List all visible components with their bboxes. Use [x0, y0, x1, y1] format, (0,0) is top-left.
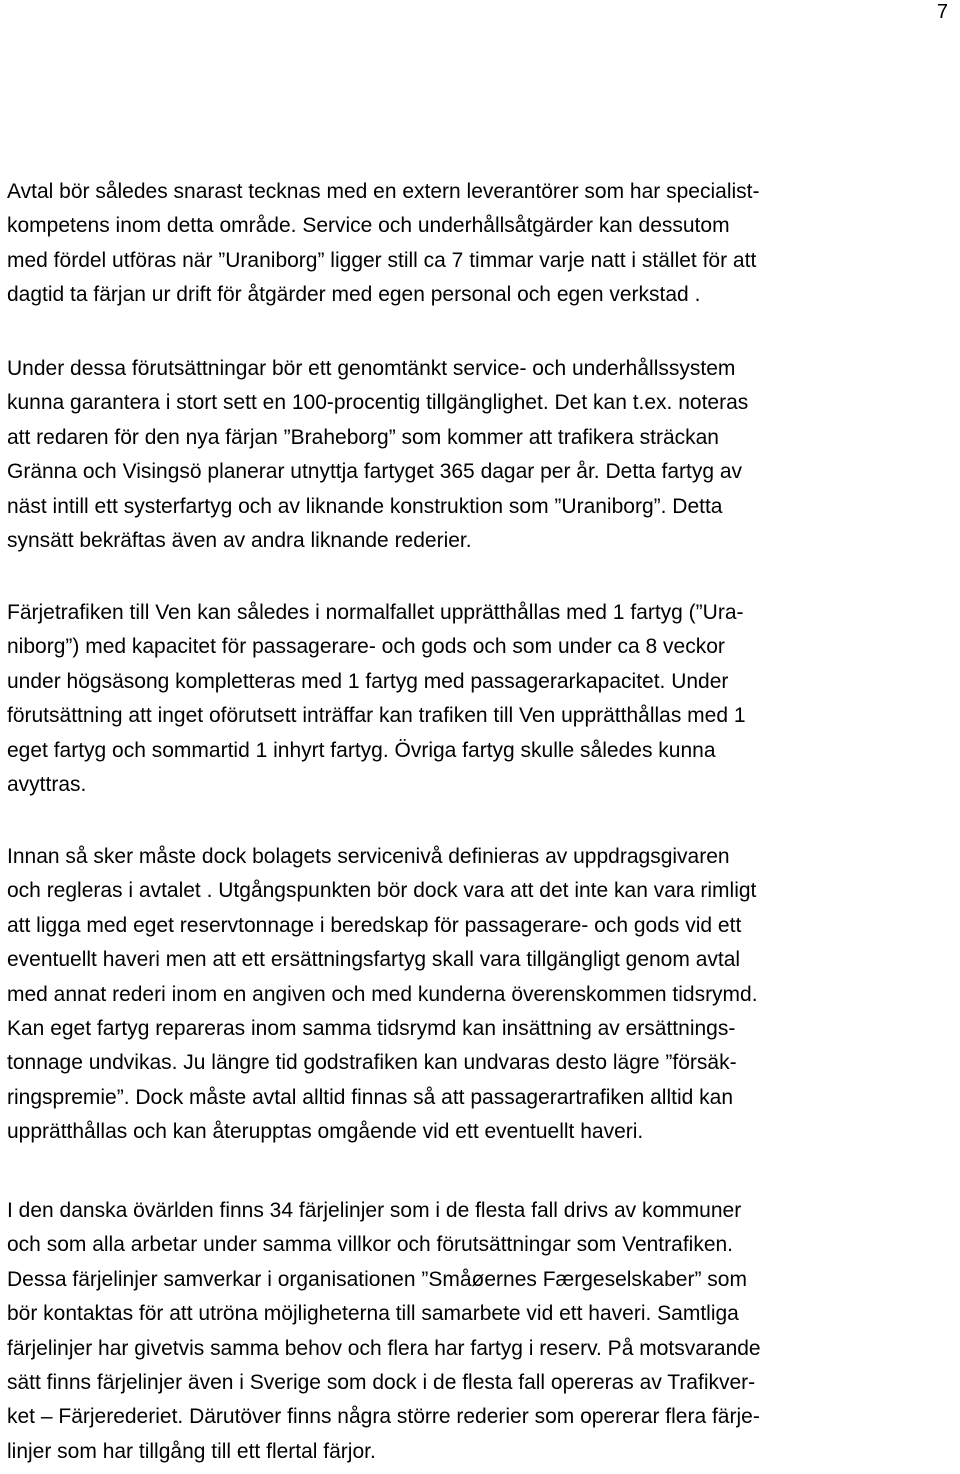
text-line: Dessa färjelinjer samverkar i organisationen ”Småøernes Færgeselskaber” som: [7, 1267, 747, 1291]
paragraph-danish-ferries: [7, 1194, 957, 1469]
text-line: Under dessa förutsättningar bör ett genomtänkt service- och underhållssystem: [7, 357, 736, 380]
text-line: att ligga med eget reservtonnage i beredskap för passagerare- och gods vid ett: [7, 913, 742, 937]
text-line: linjer som har tillgång till ett flertal färjor.: [7, 1439, 376, 1463]
text-line: och som alla arbetar under samma villkor och förutsättningar som Ventrafiken.: [7, 1233, 734, 1257]
text-line: dagtid ta färjan ur drift för åtgärder med egen personal och egen verkstad .: [7, 283, 701, 307]
text-line: och regleras i avtalet . Utgångspunkten bör dock vara att det inte kan vara rimligt: [7, 879, 757, 903]
text-line: kompetens inom detta område. Service och underhållsåtgärder kan dessutom: [7, 214, 730, 238]
text-line: ket – Färjerederiet. Därutöver finns några större rederier som opererar flera färje-: [7, 1405, 760, 1429]
text-line: avyttras.: [7, 773, 87, 797]
paragraph-ferry-traffic: [7, 596, 957, 802]
text-line: niborg”) med kapacitet för passagerare- och gods och som under ca 8 veckor: [7, 635, 725, 659]
text-line: med fördel utföras när ”Uraniborg” ligger still ca 7 timmar varje natt i stället för att: [7, 248, 757, 272]
paragraph-maintenance-system: [7, 352, 957, 558]
text-line: Avtal bör således snarast tecknas med en extern leverantörer som har specialist-: [7, 180, 760, 203]
text-line: eventuellt haveri men att ett ersättningsfartyg skall vara tillgängligt genom avtal: [7, 948, 741, 972]
text-line: näst intill ett systerfartyg och av liknande konstruktion som ”Uraniborg”. Detta: [7, 494, 723, 518]
text-line: att redaren för den nya färjan ”Braheborg” som kommer att trafikera sträckan: [7, 425, 719, 449]
text-line: förutsättning att inget oförutsett inträffar kan trafiken till Ven upprätthållas med 1: [7, 704, 746, 728]
paragraph-service-agreement: [7, 175, 957, 313]
text-line: under högsäsong kompletteras med 1 fartyg med passagerarkapacitet. Under: [7, 669, 729, 693]
text-line: ringspremie”. Dock måste avtal alltid finnas så att passagerartrafiken alltid kan: [7, 1085, 733, 1109]
text-line: tonnage undvikas. Ju längre tid godstrafiken kan undvaras desto lägre ”försäk-: [7, 1051, 737, 1075]
text-line: Gränna och Visingsö planerar utnyttja fartyget 365 dagar per år. Detta fartyg av: [7, 460, 743, 484]
text-line: färjelinjer har givetvis samma behov och flera har fartyg i reserv. På motsvarande: [7, 1336, 761, 1360]
paragraph-service-level: [7, 840, 957, 1150]
text-line: eget fartyg och sommartid 1 inhyrt fartyg. Övriga fartyg skulle således kunna: [7, 738, 716, 762]
text-line: sätt finns färjelinjer även i Sverige som dock i de flesta fall opereras av Trafikver-: [7, 1371, 756, 1395]
text-line: synsätt bekräftas även av andra liknande rederier.: [7, 529, 472, 553]
text-line: bör kontaktas för att utröna möjligheterna till samarbete vid ett haveri. Samtliga: [7, 1302, 739, 1326]
text-line: I den danska övärlden finns 34 färjelinjer som i de flesta fall drivs av kommuner: [7, 1199, 742, 1222]
text-line: Färjetrafiken till Ven kan således i normalfallet upprätthållas med 1 fartyg (”Ura-: [7, 601, 744, 624]
page-number: 7: [936, 1, 948, 23]
text-line: Kan eget fartyg repareras inom samma tidsrymd kan insättning av ersättnings-: [7, 1017, 736, 1041]
text-line: kunna garantera i stort sett en 100-procentig tillgänglighet. Det kan t.ex. noteras: [7, 391, 749, 415]
text-line: Innan så sker måste dock bolagets servicenivå definieras av uppdragsgivaren: [7, 845, 730, 868]
text-line: med annat rederi inom en angiven och med kunderna överenskommen tidsrymd.: [7, 982, 758, 1006]
text-line: upprätthållas och kan återupptas omgående vid ett eventuellt haveri.: [7, 1120, 644, 1144]
